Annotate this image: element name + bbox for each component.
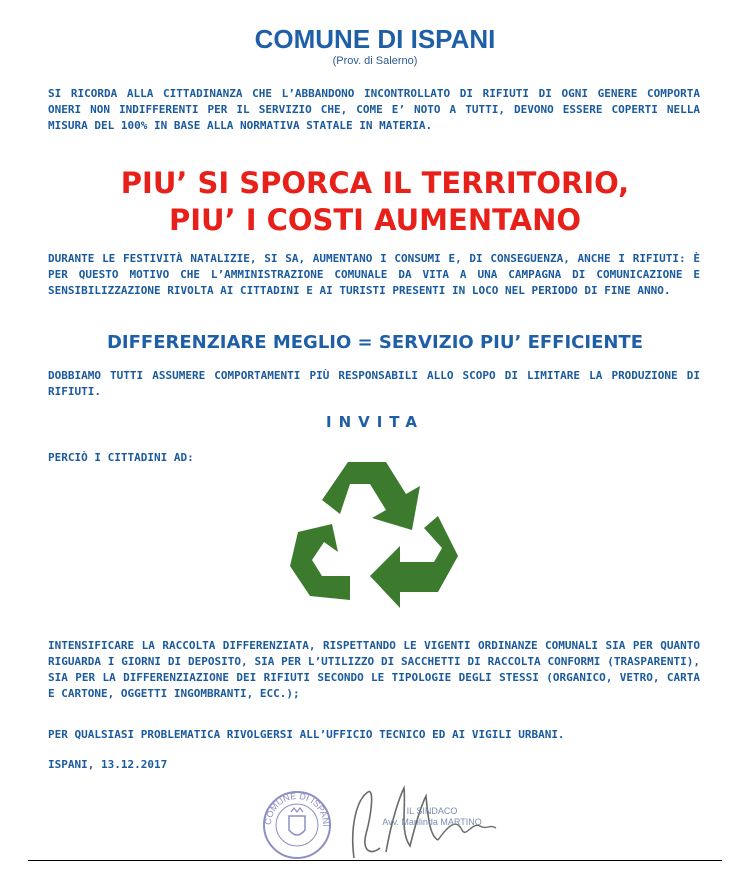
responsibility-paragraph: DOBBIAMO TUTTI ASSUMERE COMPORTAMENTI PIÙ RESPONSABILI ALLO SCOPO DI LIMITARE LA PRODUZIONE DI RIFIUTI.	[48, 369, 700, 398]
page-title: COMUNE DI ISPANI	[254, 24, 496, 54]
signature-role: IL SINDACO	[406, 806, 458, 816]
municipal-stamp-icon	[262, 790, 332, 860]
invita-heading: INVITA	[325, 413, 424, 431]
intro-paragraph: SI RICORDA ALLA CITTADINANZA CHE L’ABBANDONO INCONTROLLATO DI RIFIUTI DI OGNI GENERE COMPORTA ONERI NON INDIFFERENTI PER IL SERVIZIO CHE, COME E’ NOTO A TUTTI, DEVONO ESSERE COPERTI NELLA MISURA DEL 100% IN BASE ALLA NORMATIVA STATALE IN MATERIA.	[48, 87, 700, 132]
footer-divider	[28, 860, 722, 861]
date-line: ISPANI, 13.12.2017	[48, 758, 168, 771]
collection-paragraph: INTENSIFICARE LA RACCOLTA DIFFERENZIATA, RISPETTANDO LE VIGENTI ORDINANZE COMUNALI SIA PER QUANTO RIGUARDA I GIORNI DI DEPOSITO, SIA PER L’UTILIZZO DI SACCHETTI DI RACCOLTA CONFORMI (TRASPARENTI), SIA PER LA DIFFERENZIAZIONE DEI RIFIUTI SECONDO LE TIPOLOGIE DEGLI STESSI (ORGANICO, VETRO, CARTA E CARTONE, OGGETTI INGOMBRANTI, ECC.);	[48, 639, 700, 700]
signature-name: Avv. Marilinda MARTINO	[382, 817, 482, 827]
headline-line-2: PIU’ I COSTI AUMENTANO	[168, 203, 582, 237]
page-subtitle: (Prov. di Salerno)	[332, 55, 418, 67]
contact-paragraph: PER QUALSIASI PROBLEMATICA RIVOLGERSI ALL’UFFICIO TECNICO ED AI VIGILI URBANI.	[48, 728, 565, 741]
invita-line: PERCIÒ I CITTADINI AD:	[48, 451, 194, 464]
slogan: DIFFERENZIARE MEGLIO = SERVIZIO PIU’ EFFICIENTE	[106, 332, 644, 353]
headline-line-1: PIU’ SI SPORCA IL TERRITORIO,	[120, 166, 630, 200]
svg-text:COMUNE DI ISPANI: COMUNE DI ISPANI	[262, 790, 332, 827]
recycle-icon	[288, 458, 460, 626]
holiday-paragraph: DURANTE LE FESTIVITÀ NATALIZIE, SI SA, AUMENTANO I CONSUMI E, DI CONSEGUENZA, ANCHE I RIFIUTI: È PER QUESTO MOTIVO CHE L’AMMINISTRAZIONE COMUNALE DA VITA A UNA CAMPAGNA DI COMUNICAZIONE E SENSIBILIZZAZIONE RIVOLTA AI CITTADINI E AI TURISTI PRESENTI IN LOCO NEL PERIODO DI FINE ANNO.	[48, 252, 700, 297]
